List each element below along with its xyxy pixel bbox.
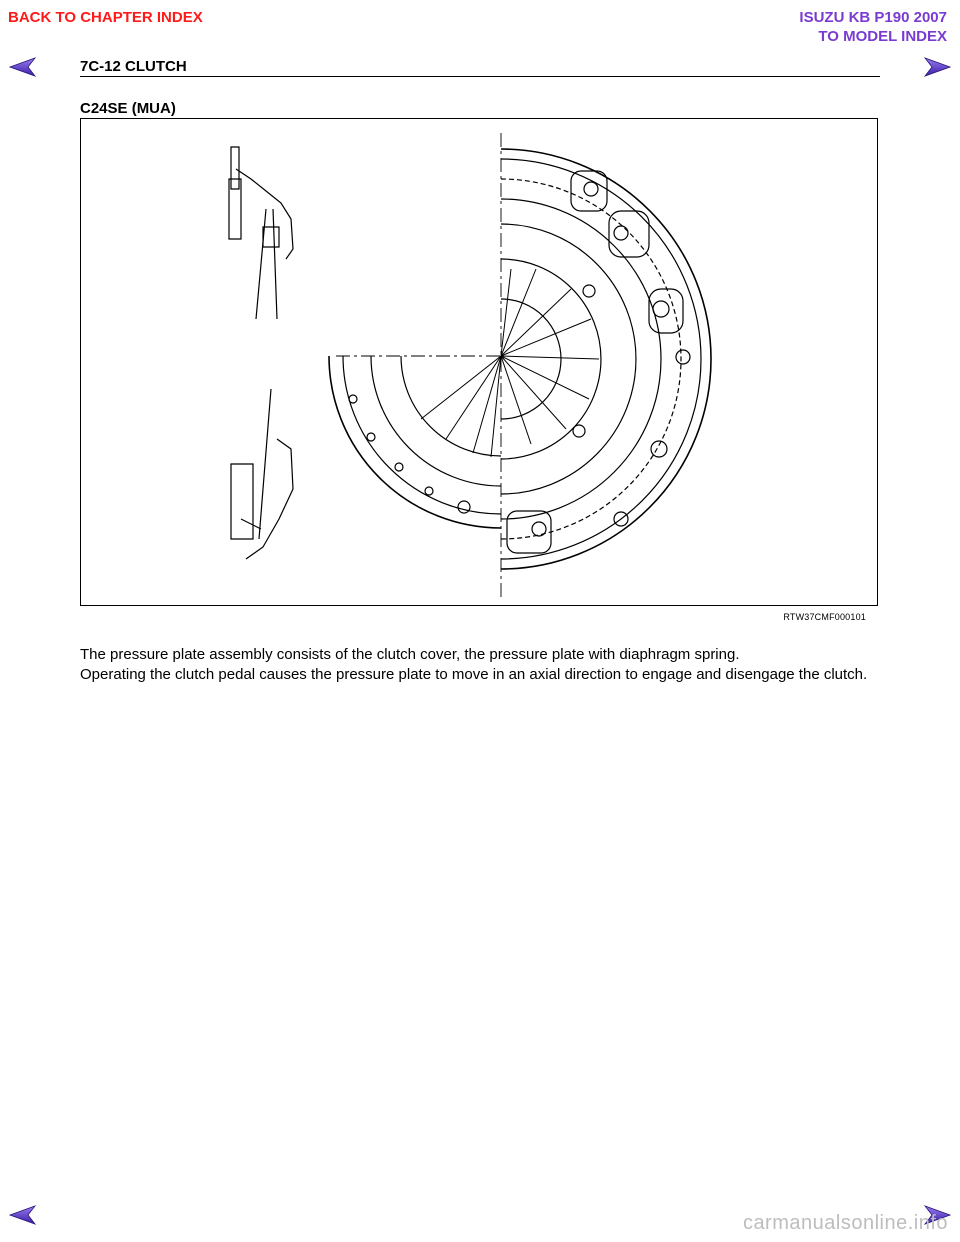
paragraph-1: The pressure plate assembly consists of the clutch cover, the pressure plate with diaphragm spring. [80,646,740,663]
figure-caption: RTW37CMF000101 [783,612,866,622]
right-arrow-icon [921,57,951,77]
prev-page-button[interactable] [9,57,39,79]
paragraph-2: Operating the clutch pedal causes the pressure plate to move in an axial direction to engage and disengage the clutch. [80,666,868,683]
prev-page-button-bottom[interactable] [9,1205,39,1227]
header-divider [80,76,880,77]
back-to-chapter-index-link[interactable]: BACK TO CHAPTER INDEX [8,9,203,26]
left-arrow-icon [9,57,39,77]
pressure-plate-drawing [81,119,877,605]
clutch-pressure-plate-figure [80,118,878,606]
watermark-text: carmanualsonline.info [742,1212,948,1234]
model-title-link[interactable]: ISUZU KB P190 2007 [799,9,947,26]
section-title: 7C-12 CLUTCH [80,58,187,75]
left-arrow-icon [9,1205,39,1225]
next-page-button[interactable] [921,57,951,79]
figure-subheading: C24SE (MUA) [80,100,176,117]
to-model-index-link[interactable]: TO MODEL INDEX [818,28,947,45]
